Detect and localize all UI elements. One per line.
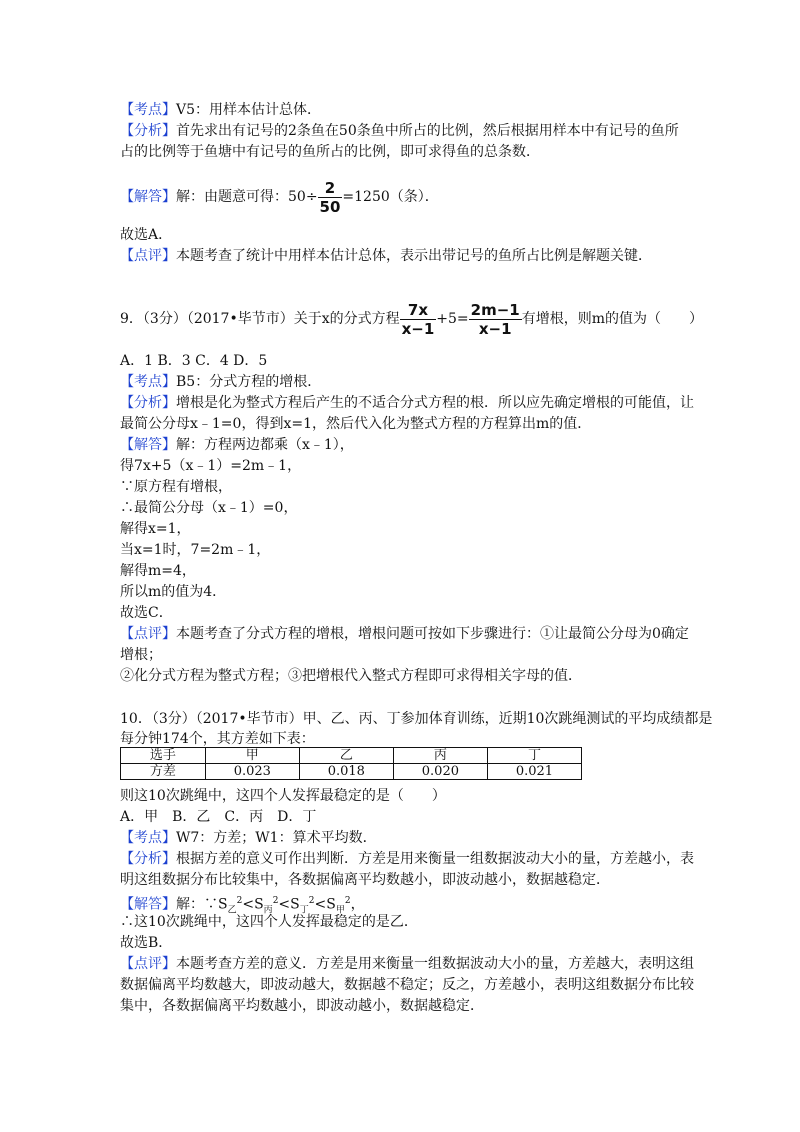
table-header-cell: 选手 (121, 748, 206, 764)
dianping-tag: 【点评】 (120, 956, 176, 972)
q9-step: ∵原方程有增根， (120, 479, 232, 495)
dianping-text: 本题考查了分式方程的增根，增根问题可按如下步骤进行：①让最简公分母为0确定 (176, 626, 689, 642)
q9-step: 解得m=4， (120, 563, 196, 579)
fraction-numerator: 2 (318, 179, 343, 198)
q9-fenxi-line (120, 393, 694, 413)
subscript: 丁 (299, 905, 309, 916)
fraction-denominator: x−1 (401, 319, 435, 338)
superscript: 2 (308, 896, 315, 906)
jieda-result: =1250（条）． (342, 189, 439, 205)
table-cell: 0.023 (205, 764, 299, 780)
kaodian-text: W7：方差；W1：算术平均数． (176, 830, 377, 846)
jieda-tag: 【解答】 (120, 189, 176, 205)
jieda-text: 解：方程两边都乘（x﹣1）， (176, 437, 354, 453)
superscript: 2 (236, 896, 243, 906)
dianping-tag: 【点评】 (120, 248, 176, 264)
q10-jieda-line: 【解答】解：$\because S_乙^2<S_丙^2<S_丁^2<S_甲^2$， (120, 896, 365, 916)
q10-question: 则这10次跳绳中，这四个人发挥最稳定的是（ ） (120, 788, 446, 804)
q9-stem (120, 299, 703, 339)
jieda-text: 解：由题意可得：50÷ (176, 189, 318, 205)
q9-step: ∴最简公分母（x﹣1）=0， (120, 500, 298, 516)
q10-fenxi-line-2: 明这组数据分布比较集中，各数据偏离平均数越小，即波动越小，数据越稳定． (120, 872, 610, 888)
q9-kaodian-line (120, 372, 321, 392)
fraction (400, 301, 437, 338)
q8-fenxi-line-2: 占的比例等于鱼塘中有记号的鱼所占的比例，即可求得鱼的总条数． (120, 144, 540, 160)
q8-answer: 故选A． (120, 227, 173, 243)
table-header-row (121, 748, 582, 764)
dianping-tag: 【点评】 (120, 626, 176, 642)
superscript: 2 (344, 896, 351, 906)
q9-step: 得7x+5（x﹣1）=2m﹣1， (120, 458, 302, 474)
kaodian-text: B5：分式方程的增根． (176, 374, 322, 390)
q9-dianping-line (120, 624, 689, 644)
q8-jieda-line (120, 177, 439, 217)
table-header-cell: 乙 (299, 748, 393, 764)
fraction-numerator: 2m−1 (470, 300, 520, 319)
q9-step: 解得x=1， (120, 521, 191, 537)
q10-dianping-line-2: 数据偏离平均数越大，即波动越大，数据越不稳定；反之，方差越小，表明这组数据分布比较 (120, 977, 694, 993)
kaodian-tag: 【考点】 (120, 374, 176, 390)
q10-conclusion: ∴这10次跳绳中，这四个人发挥最稳定的是乙． (120, 914, 418, 930)
table-cell: 0.018 (299, 764, 393, 780)
jieda-tag: 【解答】 (120, 437, 176, 453)
q10-answer: 故选B． (120, 935, 173, 951)
table-row (121, 764, 582, 780)
fenxi-text: 首先求出有记号的2条鱼在50条鱼中所占的比例，然后根据用样本中有记号的鱼所 (176, 123, 679, 139)
less-than: <S (278, 896, 300, 913)
less-than: <S (314, 896, 336, 913)
q9-step: 所以m的值为4． (120, 584, 227, 600)
q10-dianping-line (120, 954, 694, 974)
q8-fenxi-line (120, 121, 679, 141)
kaodian-text: V5：用样本估计总体． (176, 102, 322, 118)
variance-table (120, 747, 582, 780)
q8-kaodian-line (120, 100, 321, 120)
q8-dianping-line (120, 246, 652, 266)
table-cell: 0.020 (393, 764, 487, 780)
q9-stem-end: 有增根，则m的值为（ ） (521, 311, 704, 327)
q9-answer: 故选C． (120, 605, 173, 621)
table-header-cell: 丙 (393, 748, 487, 764)
fenxi-text: 增根是化为整式方程后产生的不适合分式方程的根．所以应先确定增根的可能值，让 (176, 395, 694, 411)
table-header-cell: 丁 (487, 748, 581, 764)
fraction (469, 301, 522, 338)
dianping-text: 本题考查了统计中用样本估计总体，表示出带记号的鱼所占比例是解题关键． (176, 248, 652, 264)
fenxi-tag: 【分析】 (120, 123, 176, 139)
subscript: 乙 (227, 905, 237, 916)
q9-stem-text: 9．（3分）（2017•毕节市）关于x的分式方程 (120, 311, 400, 327)
fraction-denominator: x−1 (478, 319, 512, 338)
fenxi-text: 根据方差的意义可作出判断．方差是用来衡量一组数据波动大小的量，方差越小，表 (176, 851, 694, 867)
q9-fenxi-line-2: 最简公分母x﹣1=0，得到x=1，然后代入化为整式方程的方程算出m的值． (120, 416, 592, 432)
q10-options: A．甲 B．乙 C．丙 D．丁 (120, 809, 317, 825)
table-header-cell: 甲 (205, 748, 299, 764)
superscript: 2 (272, 896, 279, 906)
fenxi-tag: 【分析】 (120, 395, 176, 411)
fraction (318, 179, 343, 216)
fenxi-tag: 【分析】 (120, 851, 176, 867)
q10-stem-2: 每分钟174个，其方差如下表： (120, 731, 315, 747)
jieda-tag: 【解答】 (120, 896, 176, 913)
q9-step: 当x=1时，7=2m﹣1， (120, 542, 271, 558)
q10-kaodian-line (120, 828, 377, 848)
table-cell: 方差 (121, 764, 206, 780)
subscript: 丙 (263, 905, 273, 916)
dianping-text: 本题考查方差的意义．方差是用来衡量一组数据波动大小的量，方差越大，表明这组 (176, 956, 694, 972)
q9-options: A．1 B．3 C．4 D．5 (120, 353, 268, 369)
subscript: 甲 (335, 905, 345, 916)
q10-dianping-line-3: 集中，各数据偏离平均数越小，即波动越小，数据越稳定． (120, 998, 484, 1014)
q9-plus: +5= (436, 311, 469, 327)
less-than: <S (242, 896, 264, 913)
fraction-denominator: 50 (319, 197, 341, 216)
fraction-numerator: 7x (400, 301, 437, 320)
q9-dianping-line-2: 增根； (120, 647, 162, 663)
kaodian-tag: 【考点】 (120, 102, 176, 118)
jieda-text: 解：∵S (176, 896, 228, 913)
kaodian-tag: 【考点】 (120, 830, 176, 846)
q10-stem: 10．（3分）（2017•毕节市）甲、乙、丙、丁参加体育训练，近期10次跳绳测试的平均成绩都是 (120, 711, 713, 727)
q10-fenxi-line (120, 849, 694, 869)
table-cell: 0.021 (487, 764, 581, 780)
q9-dianping-line-3: ②化分式方程为整式方程；③把增根代入整式方程即可求得相关字母的值． (120, 668, 582, 684)
q9-jieda-line (120, 435, 354, 455)
